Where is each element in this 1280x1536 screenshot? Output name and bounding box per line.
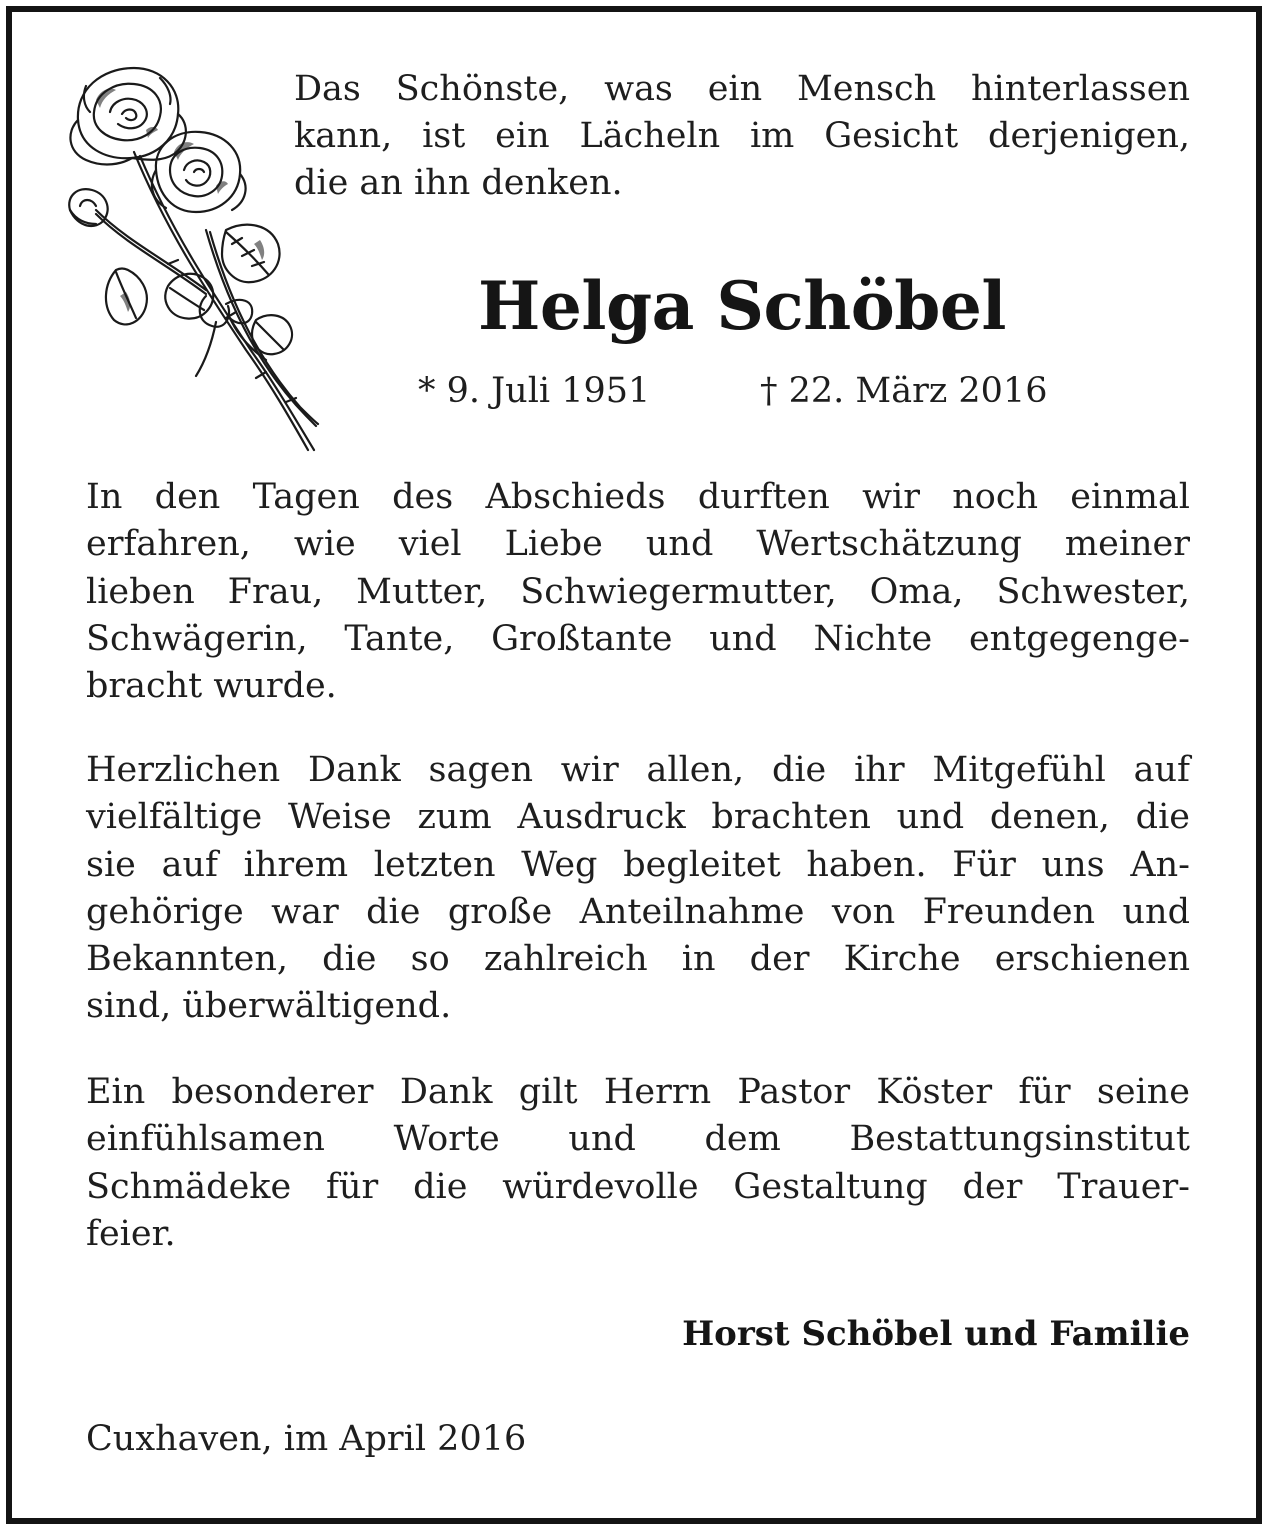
paragraph-line: Schwägerin, Tante, Großtante und Nichte entgegenge- bbox=[86, 618, 1190, 659]
birth-date: * 9. Juli 1951 bbox=[418, 371, 651, 411]
quote-line: kann, ist ein Lächeln im Gesicht derjenigen, bbox=[294, 116, 1190, 156]
paragraph-line: Bekannten, die so zahlreich in der Kirche erschienen bbox=[86, 939, 1190, 980]
memorial-quote bbox=[294, 66, 1190, 207]
paragraph-thanks bbox=[86, 747, 1190, 1031]
paragraph-line: Schmädeke für die würdevolle Gestaltung der Trauer- bbox=[86, 1166, 1190, 1207]
paragraph-line: In den Tagen des Abschieds durften wir noch einmal bbox=[86, 477, 1190, 517]
death-date: † 22. März 2016 bbox=[760, 371, 1048, 411]
roses-icon bbox=[56, 60, 326, 460]
place-date: Cuxhaven, im April 2016 bbox=[86, 1419, 527, 1459]
paragraph-line: vielfältige Weise zum Ausdruck brachten und denen, die bbox=[86, 797, 1190, 838]
paragraph-line: sie auf ihrem letzten Weg begleitet haben. Für uns An- bbox=[86, 844, 1190, 885]
paragraph-line: lieben Frau, Mutter, Schwiegermutter, Oma, Schwester, bbox=[86, 571, 1190, 612]
deceased-name: Helga Schöbel bbox=[478, 267, 1006, 345]
paragraph-line: feier. bbox=[86, 1213, 176, 1254]
paragraph-line: gehörige war die große Anteilnahme von Freunden und bbox=[86, 891, 1190, 932]
paragraph-line: sind, überwältigend. bbox=[86, 986, 452, 1027]
paragraph-line: Ein besonderer Dank gilt Herrn Pastor Köster für seine bbox=[86, 1072, 1190, 1112]
paragraph-line: einfühlsamen Worte und dem Bestattungsinstitut bbox=[86, 1119, 1190, 1160]
paragraph-special-thanks bbox=[86, 1069, 1190, 1258]
paragraph-line: Herzlichen Dank sagen wir allen, die ihr Mitgefühl auf bbox=[86, 750, 1190, 790]
family-signature: Horst Schöbel und Familie bbox=[682, 1314, 1190, 1354]
quote-line: die an ihn denken. bbox=[294, 163, 623, 203]
paragraph-line: erfahren, wie viel Liebe und Wertschätzung meiner bbox=[86, 524, 1190, 565]
paragraph-line: bracht wurde. bbox=[86, 666, 337, 707]
paragraph-farewell bbox=[86, 474, 1190, 710]
quote-line: Das Schönste, was ein Mensch hinterlassen bbox=[294, 69, 1190, 109]
